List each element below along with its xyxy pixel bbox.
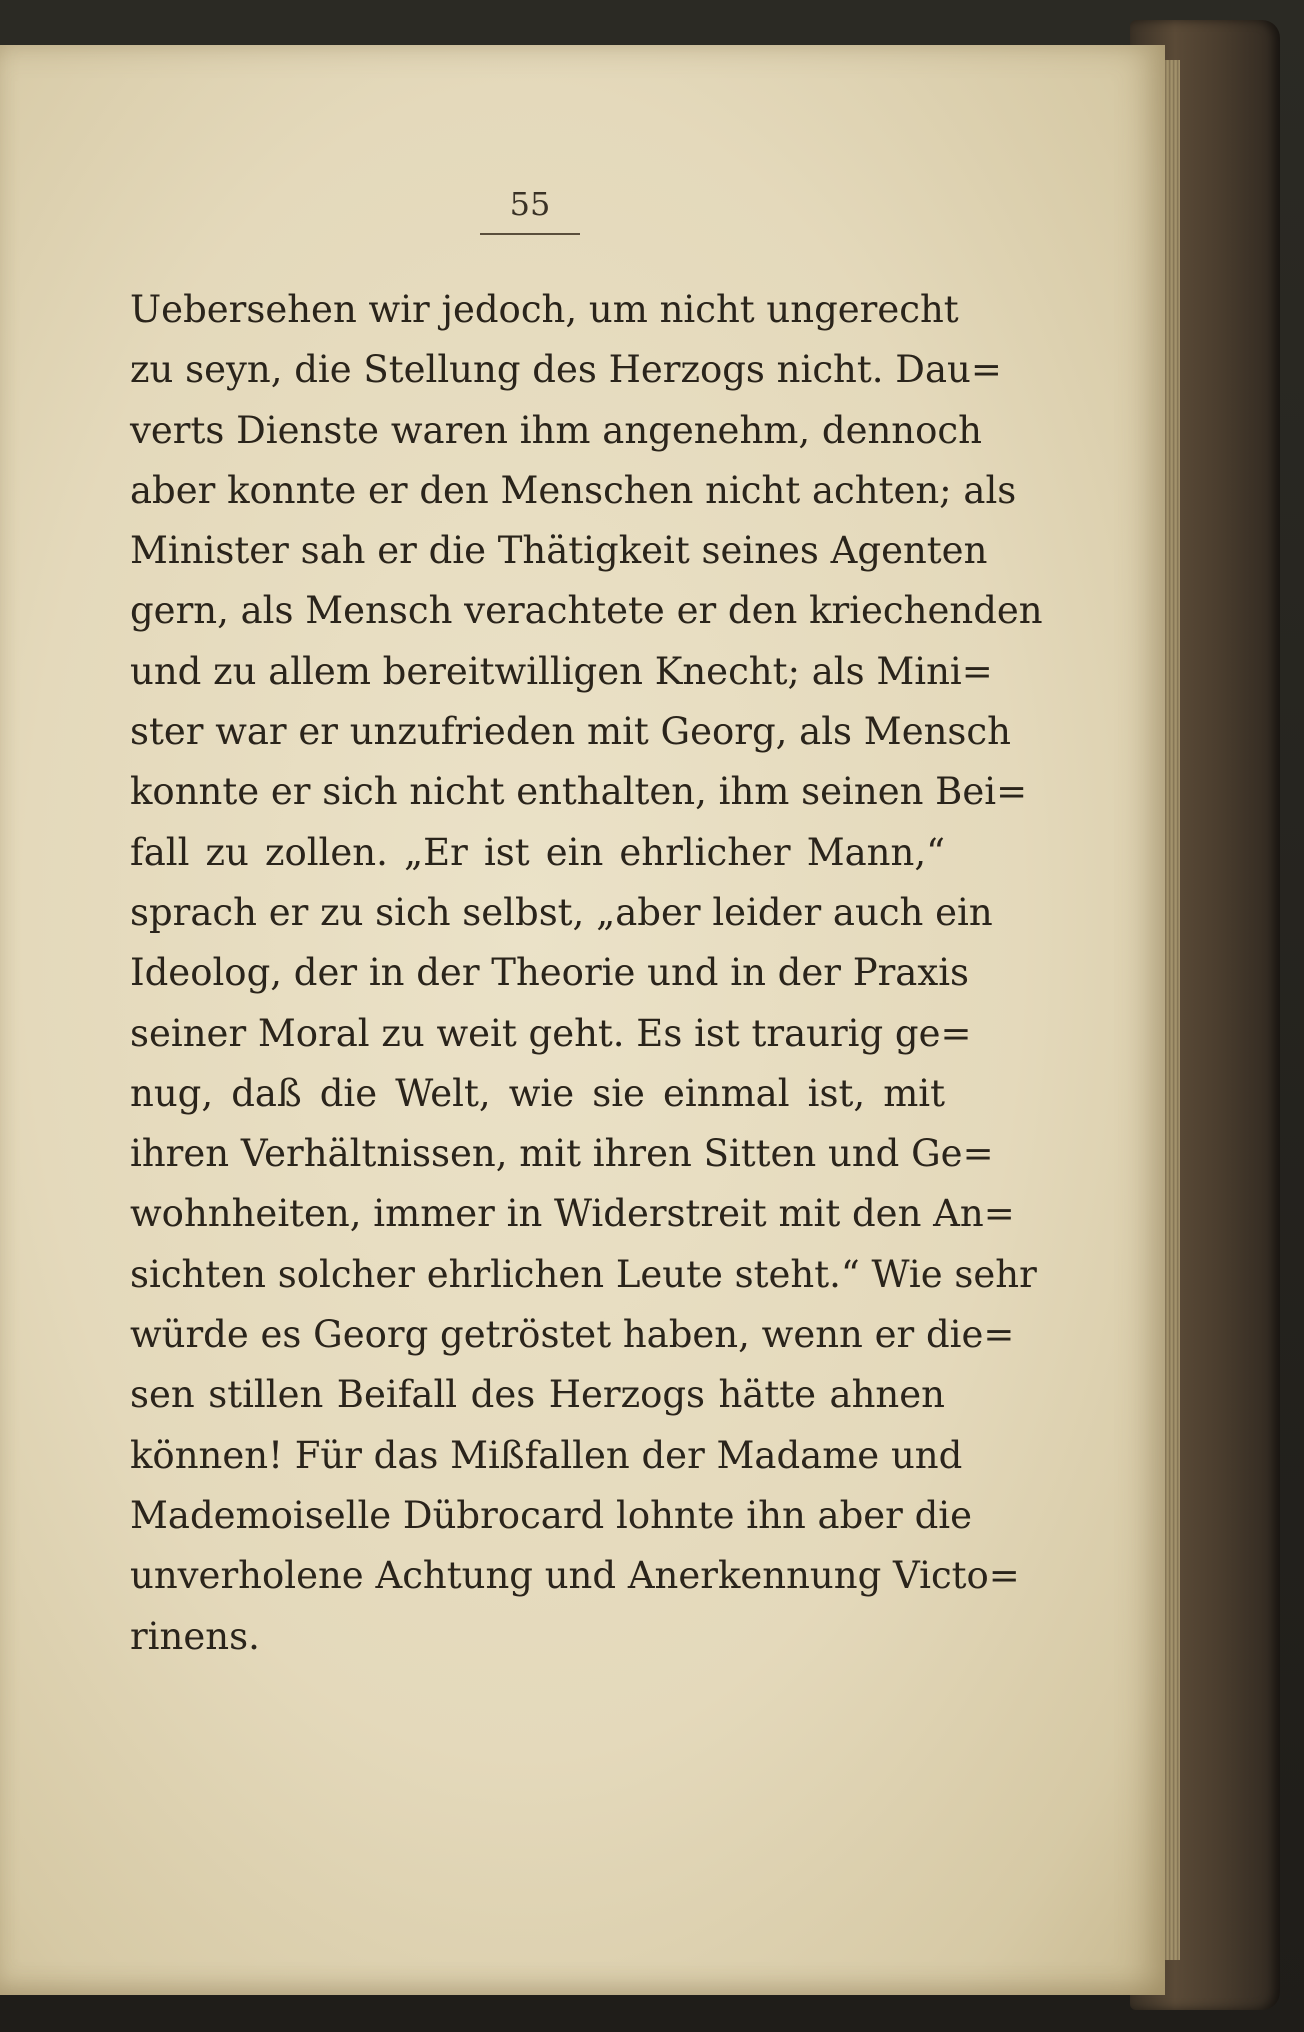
text-line: sprach er zu sich selbst, „aber leider auch ein xyxy=(130,890,993,934)
text-line: verts Dienste waren ihm angenehm, dennoch xyxy=(130,408,982,452)
text-line: sen stillen Beifall des Herzogs hätte ahnen xyxy=(130,1373,945,1417)
text-line: Minister sah er die Thätigkeit seines Agenten xyxy=(130,529,988,573)
page-number-rule xyxy=(480,233,580,235)
text-line: Mademoiselle Dübrocard lohnte ihn aber die xyxy=(130,1493,973,1537)
text-line: Ideolog, der in der Theorie und in der Praxis xyxy=(130,951,970,995)
text-line: ihren Verhältnissen, mit ihren Sitten und Ge= xyxy=(130,1132,994,1176)
text-line: und zu allem bereitwilligen Knecht; als Mini= xyxy=(130,649,993,693)
text-line: rinens. xyxy=(130,1614,260,1658)
text-line: wohnheiten, immer in Widerstreit mit den An= xyxy=(130,1192,1015,1236)
page-number: 55 xyxy=(509,185,551,223)
book-page xyxy=(0,45,1165,1995)
text-line: ster war er unzufrieden mit Georg, als Mensch xyxy=(130,710,1011,754)
text-line: gern, als Mensch verachtete er den kriechenden xyxy=(130,589,1043,633)
text-line: zu seyn, die Stellung des Herzogs nicht. Dau= xyxy=(130,348,1002,392)
text-line: können! Für das Mißfallen der Madame und xyxy=(130,1433,963,1477)
text-line: fall zu zollen. „Er ist ein ehrlicher Mann,“ xyxy=(130,830,945,874)
text-line: würde es Georg getröstet haben, wenn er die= xyxy=(130,1313,1015,1357)
text-line: sichten solcher ehrlichen Leute steht.“ Wie sehr xyxy=(130,1252,1037,1296)
page-body xyxy=(130,280,1043,1667)
text-line: nug, daß die Welt, wie sie einmal ist, mit xyxy=(130,1071,945,1115)
text-line: unverholene Achtung und Anerkennung Victo= xyxy=(130,1554,1020,1598)
text-line: aber konnte er den Menschen nicht achten; als xyxy=(130,468,1017,512)
text-line: Uebersehen wir jedoch, um nicht ungerecht xyxy=(130,288,959,331)
text-line: konnte er sich nicht enthalten, ihm seinen Bei= xyxy=(130,770,1028,814)
text-line: seiner Moral zu weit geht. Es ist traurig ge= xyxy=(130,1011,972,1055)
